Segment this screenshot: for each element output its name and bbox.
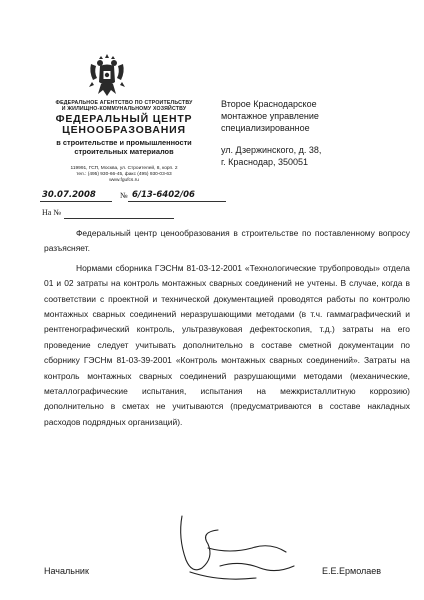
- body-paragraph-1: Федеральный центр ценообразования в строительстве по поставленному вопросу разъясняет.: [44, 228, 410, 254]
- recipient-address: [221, 144, 381, 168]
- signatory-title: Начальник: [44, 566, 89, 576]
- address-line-1: 119991, ГСП, Москва, ул. Строителей, 8, корп. 2: [70, 166, 178, 171]
- letter-date: 30.07.2008: [42, 190, 96, 200]
- recipient-address-line-2: г. Краснодар, 350051: [221, 157, 309, 167]
- recipient-line-1: Второе Краснодарское: [221, 99, 317, 109]
- address-line-3: www.fgufcs.ru: [109, 178, 139, 183]
- number-underline: [128, 201, 226, 202]
- agency-name: [44, 100, 204, 112]
- letter-number: 6/13-6402/06: [132, 190, 195, 200]
- signatory-name: Е.Е.Ермолаев: [322, 566, 382, 576]
- subtitle-line-1: в строительстве и промышленности: [56, 138, 192, 147]
- date-underline: [40, 201, 112, 202]
- number-prefix: №: [120, 191, 128, 200]
- organization-address: [44, 166, 204, 184]
- recipient-line-3: специализированное: [221, 123, 310, 133]
- agency-line-2: И ЖИЛИЩНО-КОММУНАЛЬНОМУ ХОЗЯЙСТВУ: [61, 106, 187, 112]
- recipient-block: [221, 98, 381, 134]
- organization-subtitle: [44, 138, 204, 156]
- agency-line-1: ФЕДЕРАЛЬНОЕ АГЕНТСТВО ПО СТРОИТЕЛЬСТВУ: [55, 100, 193, 106]
- recipient-address-line-1: ул. Дзержинского, д. 38,: [221, 145, 322, 155]
- organization-name: [44, 114, 204, 136]
- on-number-underline: [64, 218, 174, 219]
- body-paragraph-2: Нормами сборника ГЭСНм 81-03-12-2001 «Технологические трубопроводы» отдела 01 и 02 затраты на контроль монтажных сварных соединений не учтены. В случае, когда в соответствии с проектной и технической документацией проводятся работы по контролю монтажных сварных соединений неразрушающими методами (в т.ч. гаммаграфический и рентгенографический контроль, ультразвуковая дефектоскопия, т.д.) затраты на его проведение следует учитывать дополнительно в составе сметной документации по сборнику ГЭСНм 81-03-39-2001 «Контроль монтажных сварных соединений». Затраты на контроль монтажных сварных соединений разрушающими методами (механические, металлографические испытания, испытания на межкристаллитную коррозию) дополнительно в сметах не учитываются (предусматриваются в составе накладных расходов подрядных организаций).: [44, 262, 410, 427]
- double-headed-eagle-emblem-icon: [88, 54, 126, 98]
- address-line-2: тел.: (495) 930-66-45, факс (495) 930-03-63: [76, 172, 172, 177]
- org-line-1: ФЕДЕРАЛЬНЫЙ ЦЕНТР: [55, 113, 193, 125]
- on-number-label: На №: [42, 208, 61, 217]
- outgoing-reference: [40, 190, 226, 202]
- letter-body: [44, 226, 410, 434]
- recipient-line-2: монтажное управление: [221, 111, 319, 121]
- handwritten-signature: [160, 508, 310, 588]
- org-line-2: ЦЕНООБРАЗОВАНИЯ: [62, 124, 186, 136]
- subtitle-line-2: строительных материалов: [74, 147, 174, 156]
- incoming-reference: [40, 208, 226, 220]
